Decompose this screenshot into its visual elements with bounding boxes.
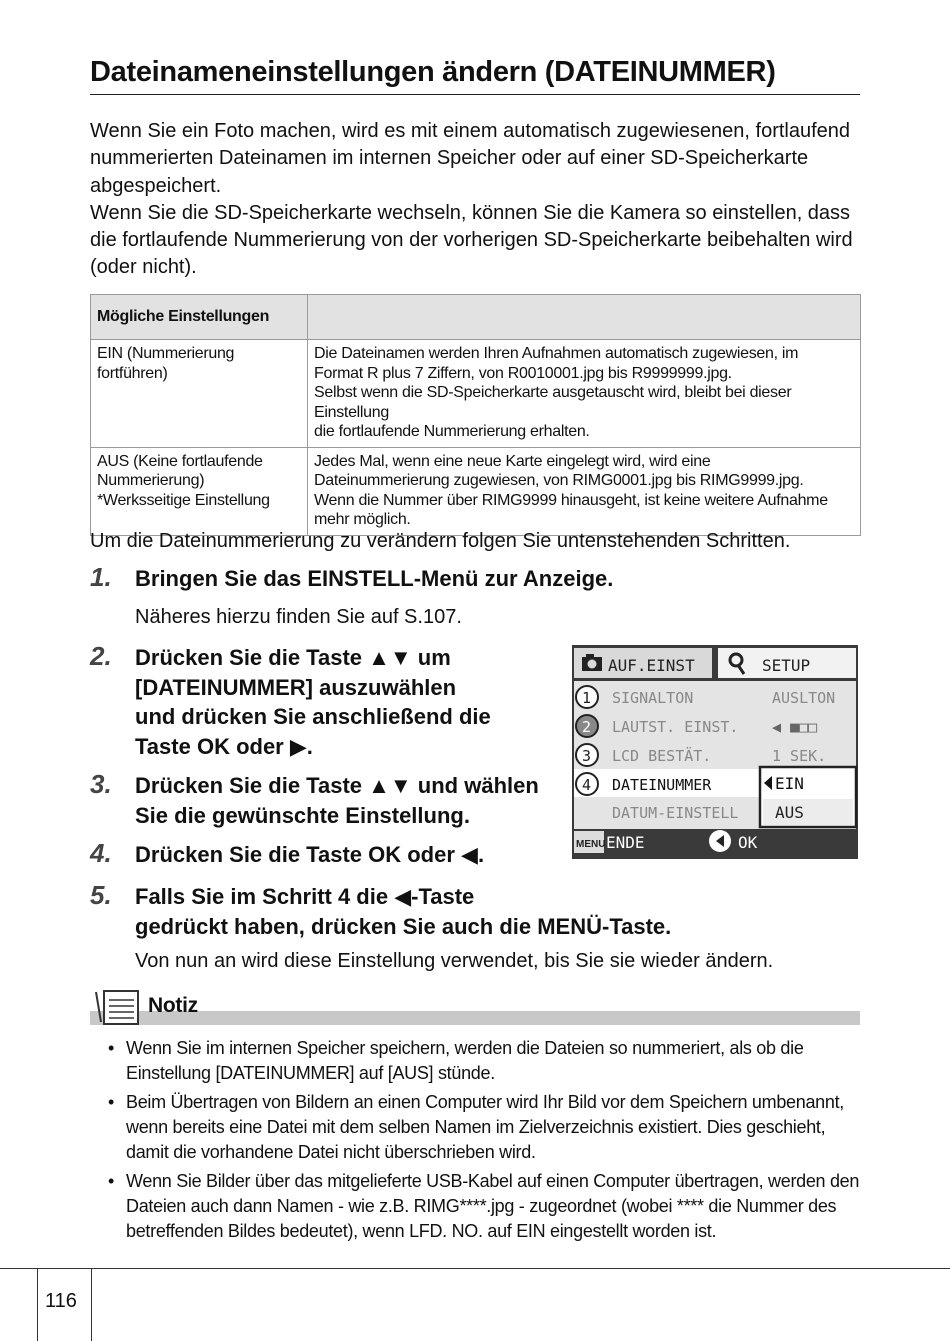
row-number: 4 [582, 776, 592, 794]
intro-text [90, 118, 865, 282]
notiz-list [108, 1036, 863, 1248]
note-text: Wenn Sie im internen Speicher speichern, werden die Dateien so nummeriert, als ob die Einstellung [DATEINUMMER] auf [AUS] stünde. [126, 1038, 804, 1083]
step-instruction [135, 840, 484, 870]
cell-line: Die Dateinamen werden Ihren Aufnahmen automatisch zugewiesen, im [314, 345, 799, 362]
cell-line: die fortlaufende Nummerierung erhalten. [314, 423, 590, 440]
step-2 [90, 641, 560, 766]
row-value: 1 SEK. [772, 747, 827, 765]
step-5 [90, 880, 860, 980]
cell-line: fortführen) [97, 364, 168, 382]
table-cell-setting [91, 340, 308, 448]
footer-ok: OK [738, 833, 758, 852]
step-number: 4. [90, 838, 112, 868]
step-number: 2. [90, 641, 112, 671]
table-row [91, 447, 861, 535]
camera-menu-screenshot [572, 645, 858, 859]
step-number: 3. [90, 769, 112, 799]
row-value: ◀ ■□□ [772, 718, 818, 736]
cell-line: AUS (Keine fortlaufende [97, 452, 263, 470]
cell-line: Nummerierung) [97, 472, 205, 489]
step-3 [90, 769, 560, 834]
notiz-title: Notiz [148, 994, 198, 1017]
step-line: und drücken Sie anschließend die [135, 704, 491, 729]
intro-paragraph: Wenn Sie die SD-Speicherkarte wechseln, können Sie die Kamera so einstellen, dass die fortlaufende Nummerierung von der vorherigen SD-Speicherkarte beibehalten wird (oder nicht). [90, 201, 853, 279]
cell-line: Dateinummerierung zugewiesen, von RIMG0001.jpg bis RIMG9999.jpg. [314, 472, 804, 489]
page-title: Dateinameneinstellungen ändern (DATEINUMMER) [90, 52, 860, 95]
menu-key-label: MENU [576, 839, 606, 850]
list-item [108, 1036, 863, 1086]
step-1 [90, 562, 860, 632]
step-instruction [135, 771, 539, 830]
step-instruction [135, 564, 613, 594]
step-number: 5. [90, 880, 112, 910]
row-label: SIGNALTON [612, 689, 694, 707]
cell-line: mehr möglich. [314, 511, 411, 528]
step-4 [90, 838, 560, 873]
step-number: 1. [90, 562, 112, 592]
step-line: gedrückt haben, drücken Sie auch die MENÜ-Taste. [135, 913, 672, 939]
cell-line: Selbst wenn die SD-Speicherkarte ausgetauscht wird, bleibt bei dieser Einstellung [314, 384, 792, 421]
table-cell-description [308, 447, 861, 535]
footer-ende: ENDE [606, 833, 645, 852]
step-instruction [135, 882, 671, 941]
notiz-header [90, 988, 860, 1028]
step-line: Drücken Sie die Taste ▲▼ und wählen [135, 773, 539, 798]
row-label: LAUTST. EINST. [612, 718, 739, 736]
tab-setup: SETUP [762, 656, 811, 675]
cell-line: Format R plus 7 Ziffern, von R0010001.jpg bis R9999999.jpg. [314, 364, 732, 382]
note-text: Beim Übertragen von Bildern an einen Computer wird Ihr Bild vor dem Speichern umbenannt, wenn bereits eine Datei mit dem selben Namen im Zielverzeichnis existiert. Dies geschieht, damit die vorhandene Datei nicht überschrieben wird. [126, 1092, 844, 1162]
table-cell-setting [91, 447, 308, 535]
option-ein: EIN [775, 774, 804, 793]
table-header-row [91, 295, 861, 340]
step-line: Taste OK oder ▶. [135, 733, 313, 759]
step-line: Sie die gewünschte Einstellung. [135, 802, 470, 828]
footer-rule [0, 1268, 950, 1269]
settings-table [90, 294, 861, 536]
table-header-description [308, 295, 861, 340]
row-number: 3 [582, 747, 592, 765]
intro-paragraph: Wenn Sie ein Foto machen, wird es mit einem automatisch zugewiesenen, fortlaufend nummerierten Dateinamen im internen Speicher oder auf einer SD-Speicherkarte abgespeichert. [90, 120, 851, 197]
step-line: [DATEINUMMER] auszuwählen [135, 674, 457, 700]
row-number: 2 [582, 718, 592, 736]
tab-auf-einst: AUF.EINST [608, 656, 695, 675]
row-number: 1 [582, 689, 592, 707]
step-line: Bringen Sie das EINSTELL-Menü zur Anzeige. [135, 566, 614, 591]
bullet: • [108, 1171, 115, 1191]
cell-line: EIN (Nummerierung [97, 345, 235, 362]
row-label: DATEINUMMER [612, 776, 712, 794]
bullet: • [108, 1092, 115, 1112]
bullet: • [108, 1038, 115, 1058]
menu-row [576, 744, 826, 766]
step-instruction [135, 643, 491, 761]
option-aus: AUS [775, 803, 804, 822]
list-item [108, 1169, 863, 1244]
menu-row [612, 804, 738, 822]
footer-divider [91, 1268, 92, 1341]
notepad-icon [92, 988, 144, 1028]
step-note: Näheres hierzu finden Sie auf S.107. [135, 606, 462, 628]
cell-line: *Werksseitige Einstellung [97, 491, 270, 509]
notiz-bar [90, 1011, 860, 1025]
row-label: LCD BESTÄT. [612, 747, 712, 765]
cell-line: Jedes Mal, wenn eine neue Karte eingelegt wird, wird eine [314, 452, 711, 470]
table-header-settings: Mögliche Einstellungen [91, 295, 308, 340]
cell-line: Wenn die Nummer über RIMG9999 hinausgeht, ist keine weitere Aufnahme [314, 491, 828, 509]
page-number: 116 [45, 1290, 77, 1312]
step-line: Drücken Sie die Taste OK oder ◀. [135, 842, 485, 867]
table-row [91, 340, 861, 448]
row-value: AUSLTON [772, 689, 836, 707]
list-item [108, 1090, 863, 1165]
footer-divider [37, 1268, 38, 1341]
step-line: Drücken Sie die Taste ▲▼ um [135, 645, 451, 670]
step-note: Von nun an wird diese Einstellung verwendet, bis Sie sie wieder ändern. [135, 950, 774, 972]
note-text: Wenn Sie Bilder über das mitgelieferte USB-Kabel auf einen Computer übertragen, werden den Dateien auch dann Namen - wie z.B. RIMG****.jpg - zugeordnet (wobei **** die Nummer des betreffenden Bildes bedeutet), wenn LFD. NO. auf EIN eingestellt worden ist. [126, 1171, 860, 1241]
menu-row [576, 715, 817, 737]
step-line: Falls Sie im Schritt 4 die ◀-Taste [135, 884, 475, 909]
steps-lead-text: Um die Dateinummerierung zu verändern folgen Sie untenstehenden Schritten. [90, 530, 791, 552]
table-cell-description [308, 340, 861, 448]
row-label: DATUM-EINSTELL [612, 804, 739, 822]
